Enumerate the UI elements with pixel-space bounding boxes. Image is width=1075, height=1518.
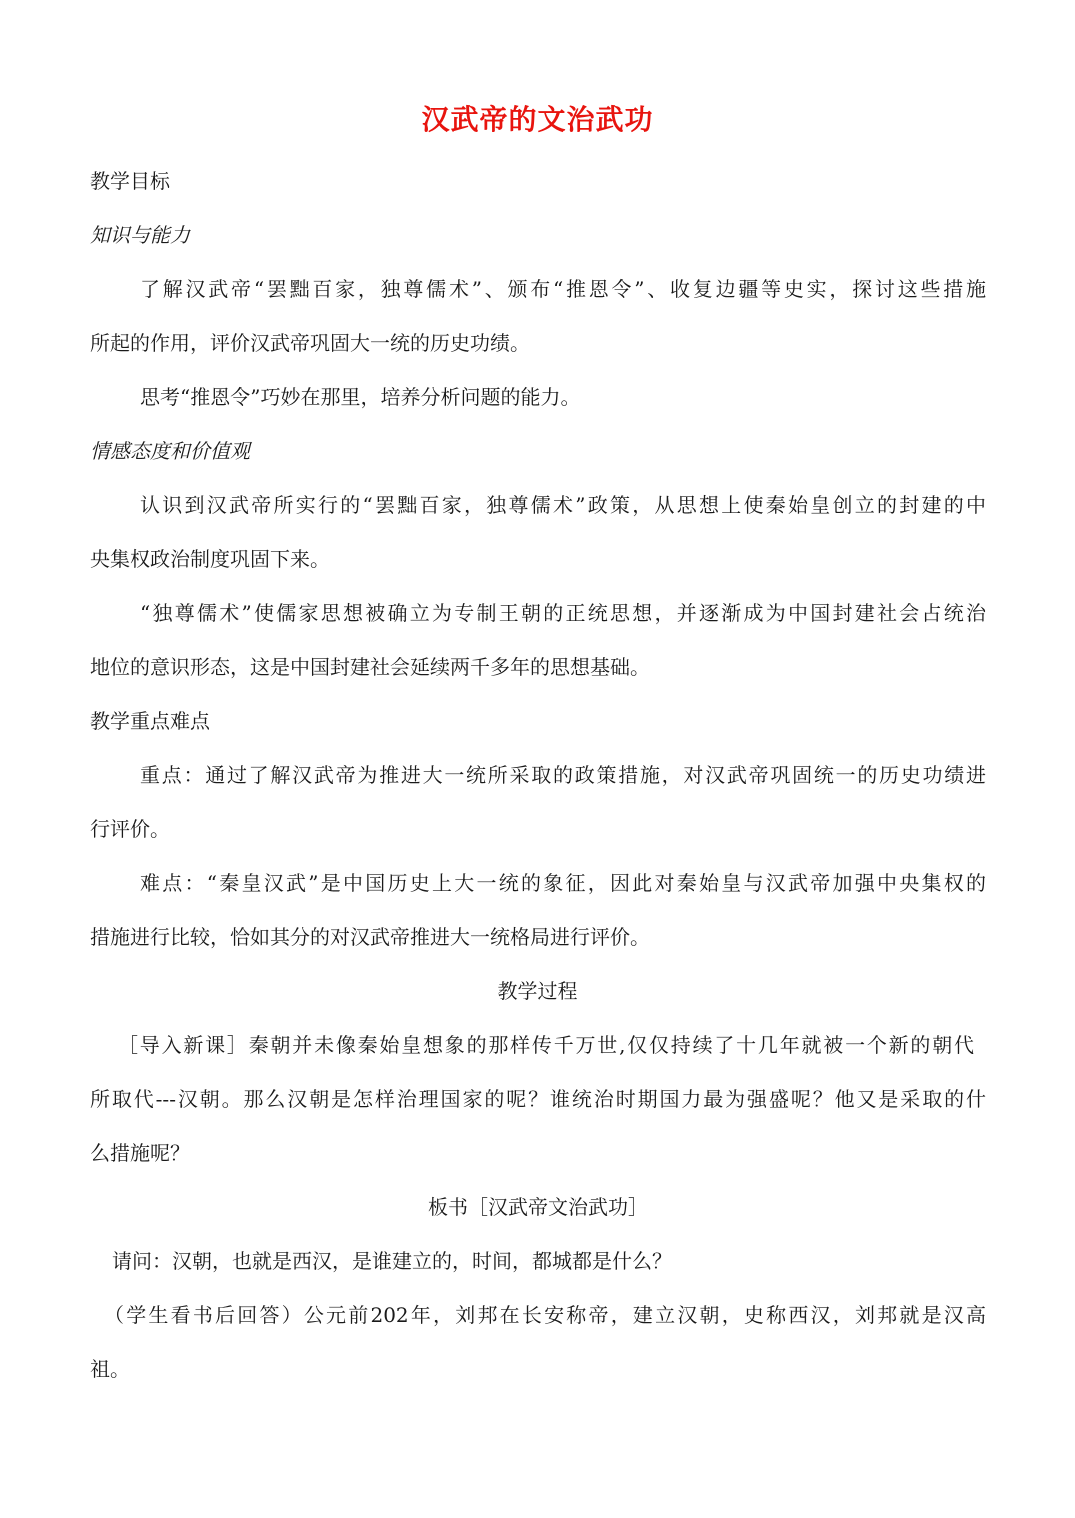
paragraph-line: 认识到汉武帝所实行的“罢黜百家，独尊儒术”政策，从思想上使秦始皇创立的封建的中 xyxy=(140,493,986,517)
paragraph-line: 央集权政治制度巩固下来。 xyxy=(90,547,330,571)
paragraph-line: 所起的作用，评价汉武帝巩固大一统的历史功绩。 xyxy=(90,331,530,355)
document-title: 汉武帝的文治武功 xyxy=(421,103,654,136)
heading-teaching-process: 教学过程 xyxy=(497,979,578,1003)
paragraph-line: ［导入新课］秦朝并未像秦始皇想象的那样传千万世,仅仅持续了十几年就被一个新的朝代 xyxy=(118,1033,974,1057)
paragraph-line: 么措施呢？ xyxy=(90,1141,190,1165)
heading-teaching-goals: 教学目标 xyxy=(90,169,170,193)
paragraph-line: 行评价。 xyxy=(90,817,170,841)
paragraph-line: 思考“推恩令”巧妙在那里，培养分析问题的能力。 xyxy=(140,385,581,409)
paragraph-line: 请问：汉朝，也就是西汉，是谁建立的，时间，都城都是什么？ xyxy=(112,1249,672,1273)
paragraph-line: “独尊儒术”使儒家思想被确立为专制王朝的正统思想，并逐渐成为中国封建社会占统治 xyxy=(140,601,986,625)
paragraph-line: 地位的意识形态，这是中国封建社会延续两千多年的思想基础。 xyxy=(90,655,650,679)
paragraph-line: 措施进行比较，恰如其分的对汉武帝推进大一统格局进行评价。 xyxy=(90,925,650,949)
paragraph-line: 了解汉武帝“罢黜百家，独尊儒术”、颁布“推恩令”、收复边疆等史实，探讨这些措施 xyxy=(140,277,986,301)
board-writing-heading: 板书［汉武帝文治武功］ xyxy=(428,1195,648,1219)
paragraph-line: （学生看书后回答）公元前202年，刘邦在长安称帝，建立汉朝，史称西汉，刘邦就是汉高 xyxy=(104,1303,986,1327)
paragraph-line: 重点：通过了解汉武帝为推进大一统所采取的政策措施，对汉武帝巩固统一的历史功绩进 xyxy=(140,763,986,787)
paragraph-line: 所取代---汉朝。那么汉朝是怎样治理国家的呢？谁统治时期国力最为强盛呢？他又是采取的什 xyxy=(90,1087,986,1111)
subheading-knowledge-ability: 知识与能力 xyxy=(90,223,190,247)
heading-key-points: 教学重点难点 xyxy=(90,709,210,733)
paragraph-line: 祖。 xyxy=(90,1357,130,1381)
paragraph-line: 难点：“秦皇汉武”是中国历史上大一统的象征，因此对秦始皇与汉武帝加强中央集权的 xyxy=(140,871,986,895)
subheading-attitude-values: 情感态度和价值观 xyxy=(90,439,250,463)
